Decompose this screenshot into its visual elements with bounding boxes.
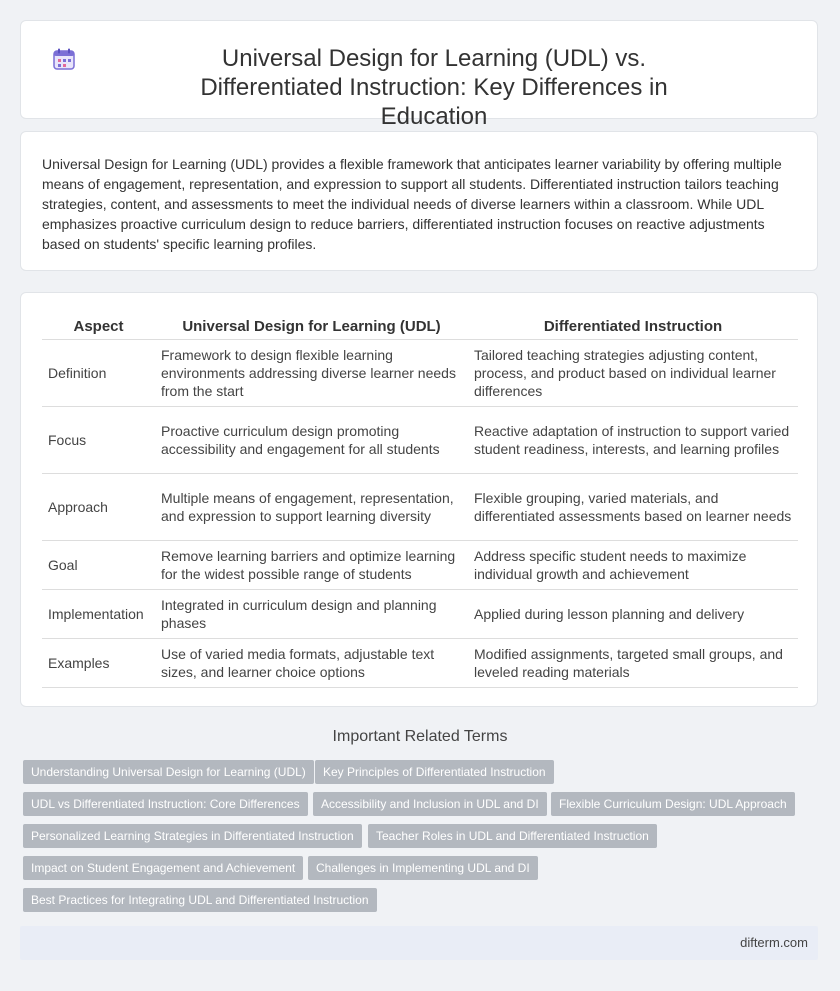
comparison-card [20,292,818,707]
table-cell-di: Tailored teaching strategies adjusting content, process, and product based on individual learner differences [468,340,798,407]
column-header-di: Differentiated Instruction [468,315,798,340]
table-cell-udl: Multiple means of engagement, representation, and expression to support learning diversity [155,474,468,541]
table-row [42,541,798,590]
table-cell-udl: Proactive curriculum design promoting accessibility and engagement for all students [155,407,468,474]
table-cell-aspect: Definition [42,340,155,407]
related-term-tag[interactable]: Teacher Roles in UDL and Differentiated Instruction [368,824,657,848]
table-cell-di: Applied during lesson planning and delivery [468,590,798,639]
table-header-row [42,315,798,340]
column-header-udl: Universal Design for Learning (UDL) [155,315,468,340]
table-row [42,407,798,474]
related-term-tag[interactable]: Impact on Student Engagement and Achievement [23,856,303,880]
table-cell-aspect: Approach [42,474,155,541]
related-term-tag[interactable]: Flexible Curriculum Design: UDL Approach [551,792,795,816]
table-cell-udl: Remove learning barriers and optimize learning for the widest possible range of students [155,541,468,590]
table-cell-aspect: Implementation [42,590,155,639]
related-term-tag[interactable]: Challenges in Implementing UDL and DI [308,856,538,880]
table-cell-udl: Integrated in curriculum design and planning phases [155,590,468,639]
related-term-tag[interactable]: UDL vs Differentiated Instruction: Core Differences [23,792,308,816]
table-row [42,474,798,541]
related-terms-title: Important Related Terms [332,728,508,745]
related-term-tag[interactable]: Accessibility and Inclusion in UDL and DI [313,792,547,816]
table-row [42,340,798,407]
footer-brand[interactable]: difterm.com [740,935,808,950]
header-card [20,20,818,130]
table-cell-aspect: Focus [42,407,155,474]
table-cell-udl: Use of varied media formats, adjustable text sizes, and learner choice options [155,639,468,688]
column-header-aspect: Aspect [42,315,155,340]
table-row [42,639,798,688]
related-term-tag[interactable]: Personalized Learning Strategies in Differentiated Instruction [23,824,362,848]
table-cell-aspect: Examples [42,639,155,688]
page-title [21,44,817,131]
table-cell-aspect: Goal [42,541,155,590]
table-cell-udl: Framework to design flexible learning environments addressing diverse learner needs from the start [155,340,468,407]
table-cell-di: Modified assignments, targeted small groups, and leveled reading materials [468,639,798,688]
page-title-text: Universal Design for Learning (UDL) vs. Differentiated Instruction: Key Differences in Education [200,45,668,130]
comparison-table [42,315,798,688]
related-term-tag[interactable]: Understanding Universal Design for Learning (UDL) [23,760,314,784]
related-term-tag[interactable]: Key Principles of Differentiated Instruction [315,760,554,784]
related-term-tag[interactable]: Best Practices for Integrating UDL and Differentiated Instruction [23,888,377,912]
table-cell-di: Address specific student needs to maximize individual growth and achievement [468,541,798,590]
intro-card [20,131,818,271]
table-cell-di: Flexible grouping, varied materials, and differentiated assessments based on learner needs [468,474,798,541]
table-cell-di: Reactive adaptation of instruction to support varied student readiness, interests, and learning profiles [468,407,798,474]
intro-paragraph: Universal Design for Learning (UDL) provides a flexible framework that anticipates learner variability by offering multiple means of engagement, representation, and expression to support all students. Differentiated instruction tailors teaching strategies, content, and assessments to meet the individual needs of diverse learners within a classroom. While UDL emphasizes proactive curriculum design to reduce barriers, differentiated instruction focuses on reactive adjustments based on students' specific learning profiles. [42,156,782,252]
table-row [42,590,798,639]
footer [20,926,818,960]
